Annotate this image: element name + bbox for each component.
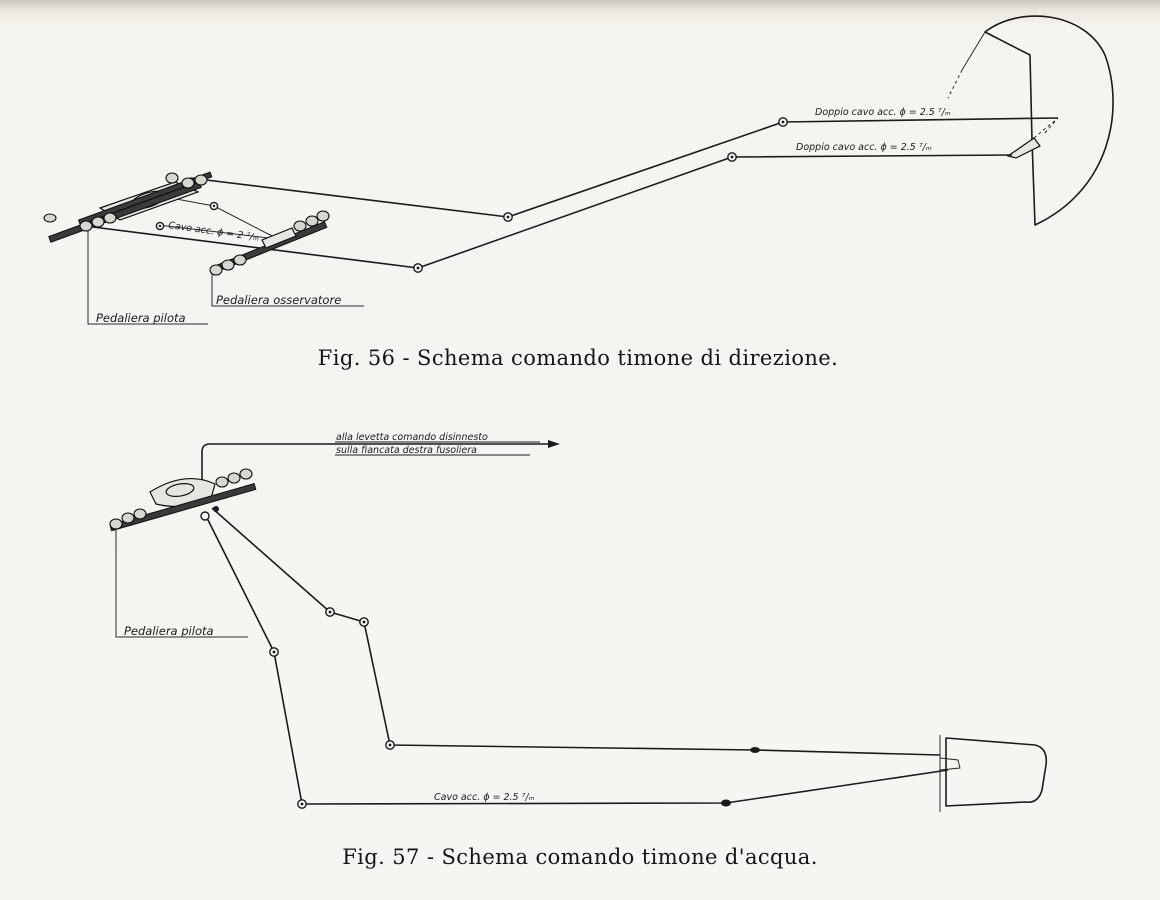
- pulley-lower-1: [414, 264, 422, 272]
- cable-run-upper: [190, 118, 1058, 217]
- pulley-b2: [298, 800, 306, 808]
- label-disengage-line2: sulla fiancata destra fusoliera: [336, 445, 477, 456]
- fig56-rudder-control-diagram: [44, 16, 1113, 325]
- pulley-a2: [360, 618, 368, 626]
- label-cable-lower: Doppio cavo acc. ϕ = 2.5 ⁷/ₘ: [796, 142, 932, 153]
- water-rudder-outline: [946, 738, 1046, 806]
- observer-pedal-assembly: [210, 211, 329, 275]
- rudder-horn-dash: [1034, 118, 1058, 138]
- pulley-link: [210, 202, 217, 209]
- rudder-horn: [1008, 138, 1040, 158]
- disengage-arrow: [548, 440, 560, 448]
- fin-edge: [962, 32, 985, 70]
- fig57-water-rudder-diagram: [110, 432, 1046, 812]
- pulley-a3: [386, 741, 394, 749]
- water-rudder-horn: [940, 758, 960, 770]
- label-pedal-pilot-fig57: Pedaliera pilota: [124, 624, 214, 638]
- leader-pedal-pilot: [88, 230, 208, 324]
- pulley-link-2: [156, 222, 163, 229]
- leader-pedal-pilot-fig57: [116, 530, 248, 637]
- label-pedal-observer: Pedaliera osservatore: [216, 293, 342, 307]
- figure-56-caption: Fig. 56 - Schema comando timone di direzione.: [317, 346, 839, 370]
- rudder-outline: [985, 16, 1113, 225]
- pulley-upper-1: [504, 213, 512, 221]
- pulley-a1: [326, 608, 334, 616]
- cable-run-b: [207, 518, 948, 804]
- label-cable-fig57: Cavo acc. ϕ = 2.5 ⁷/ₘ: [434, 792, 535, 803]
- pulley-upper-2: [779, 118, 787, 126]
- pulley-b1: [270, 648, 278, 656]
- turnbuckle-a: [750, 747, 760, 753]
- label-cable-upper: Doppio cavo acc. ϕ = 2.5 ⁷/ₘ: [815, 107, 951, 118]
- cable-run-a: [212, 508, 940, 755]
- figure-57-caption: Fig. 57 - Schema comando timone d'acqua.: [342, 845, 818, 869]
- label-pedal-pilot: Pedaliera pilota: [96, 311, 186, 325]
- turnbuckle-b: [721, 800, 731, 807]
- fin-edge-dash: [948, 70, 962, 98]
- pulley-lower-2: [728, 153, 736, 161]
- label-cable-link: Cavo acc. ϕ = 2 ⁷/ₘ: [167, 220, 260, 244]
- pilot-pedal-assembly-fig57: [110, 469, 256, 531]
- label-disengage-line1: alla levetta comando disinnesto: [336, 432, 488, 443]
